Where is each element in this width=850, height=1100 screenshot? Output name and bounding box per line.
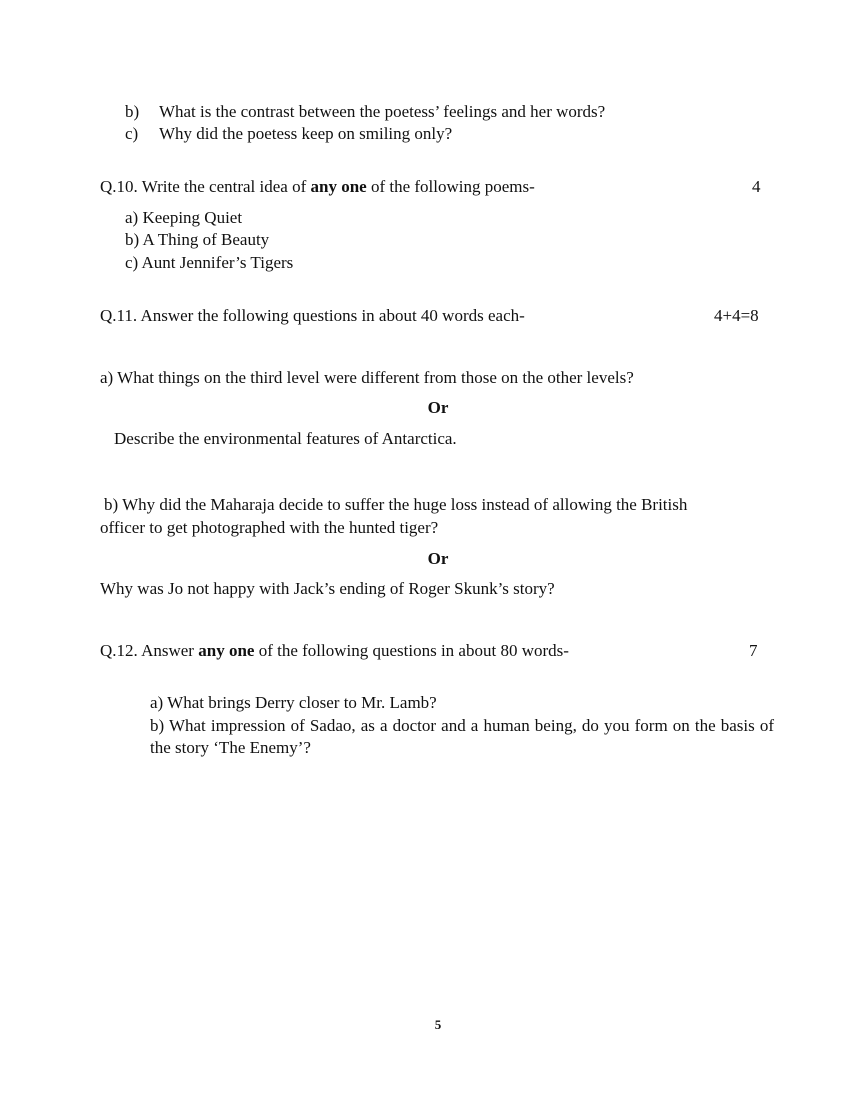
q12-text-bold: any one (198, 641, 255, 660)
q12-heading (100, 640, 569, 662)
q9-item-b (125, 101, 605, 123)
q9-item-c-label: c) (125, 124, 139, 143)
q9-item-b-label: b) (125, 102, 140, 121)
q12-text-after: of the following questions in about 80 words- (258, 641, 569, 660)
q11-or-1: Or (427, 398, 449, 417)
q12-text-before: Answer (141, 641, 194, 660)
q9-item-b-text: What is the contrast between the poetess’ feelings and her words? (158, 102, 606, 121)
q12-part-a: a) What brings Derry closer to Mr. Lamb? (150, 693, 437, 712)
q10-option-b: b) A Thing of Beauty (125, 230, 270, 249)
q12-number: Q.12. (100, 641, 138, 660)
q9-item-c (125, 123, 452, 145)
q10-number: Q.10. (100, 177, 138, 196)
q11-part-a: a) What things on the third level were different from those on the other levels? (100, 368, 634, 387)
q11-number: Q.11. (100, 306, 138, 325)
page-number: 5 (434, 1017, 442, 1032)
q11-heading (100, 305, 525, 327)
q12-part-b: b) What impression of Sadao, as a doctor and a human being, do you form on the basis of the story ‘The Enemy’? (150, 716, 774, 757)
q11-part-b-alt: Why was Jo not happy with Jack’s ending of Roger Skunk’s story? (100, 579, 555, 598)
q10-option-a: a) Keeping Quiet (125, 208, 243, 227)
q10-option-c: c) Aunt Jennifer’s Tigers (125, 253, 294, 272)
q11-part-b-line1: b) Why did the Maharaja decide to suffer the huge loss instead of allowing the British (104, 495, 688, 514)
q9-item-c-text: Why did the poetess keep on smiling only? (158, 124, 453, 143)
q10-text-before: Write the central idea of (141, 177, 307, 196)
q10-text-bold: any one (310, 177, 367, 196)
q12-marks: 7 (749, 641, 758, 660)
q10-text-after: of the following poems- (370, 177, 535, 196)
q11-part-b-line2: officer to get photographed with the hunted tiger? (100, 518, 439, 537)
q10-marks: 4 (752, 177, 761, 196)
q11-text: Answer the following questions in about 40 words each- (140, 306, 525, 325)
q11-or-2: Or (427, 549, 449, 568)
q11-marks: 4+4=8 (714, 306, 759, 325)
q10-heading (100, 176, 535, 198)
q11-part-a-alt: Describe the environmental features of Antarctica. (114, 429, 457, 448)
